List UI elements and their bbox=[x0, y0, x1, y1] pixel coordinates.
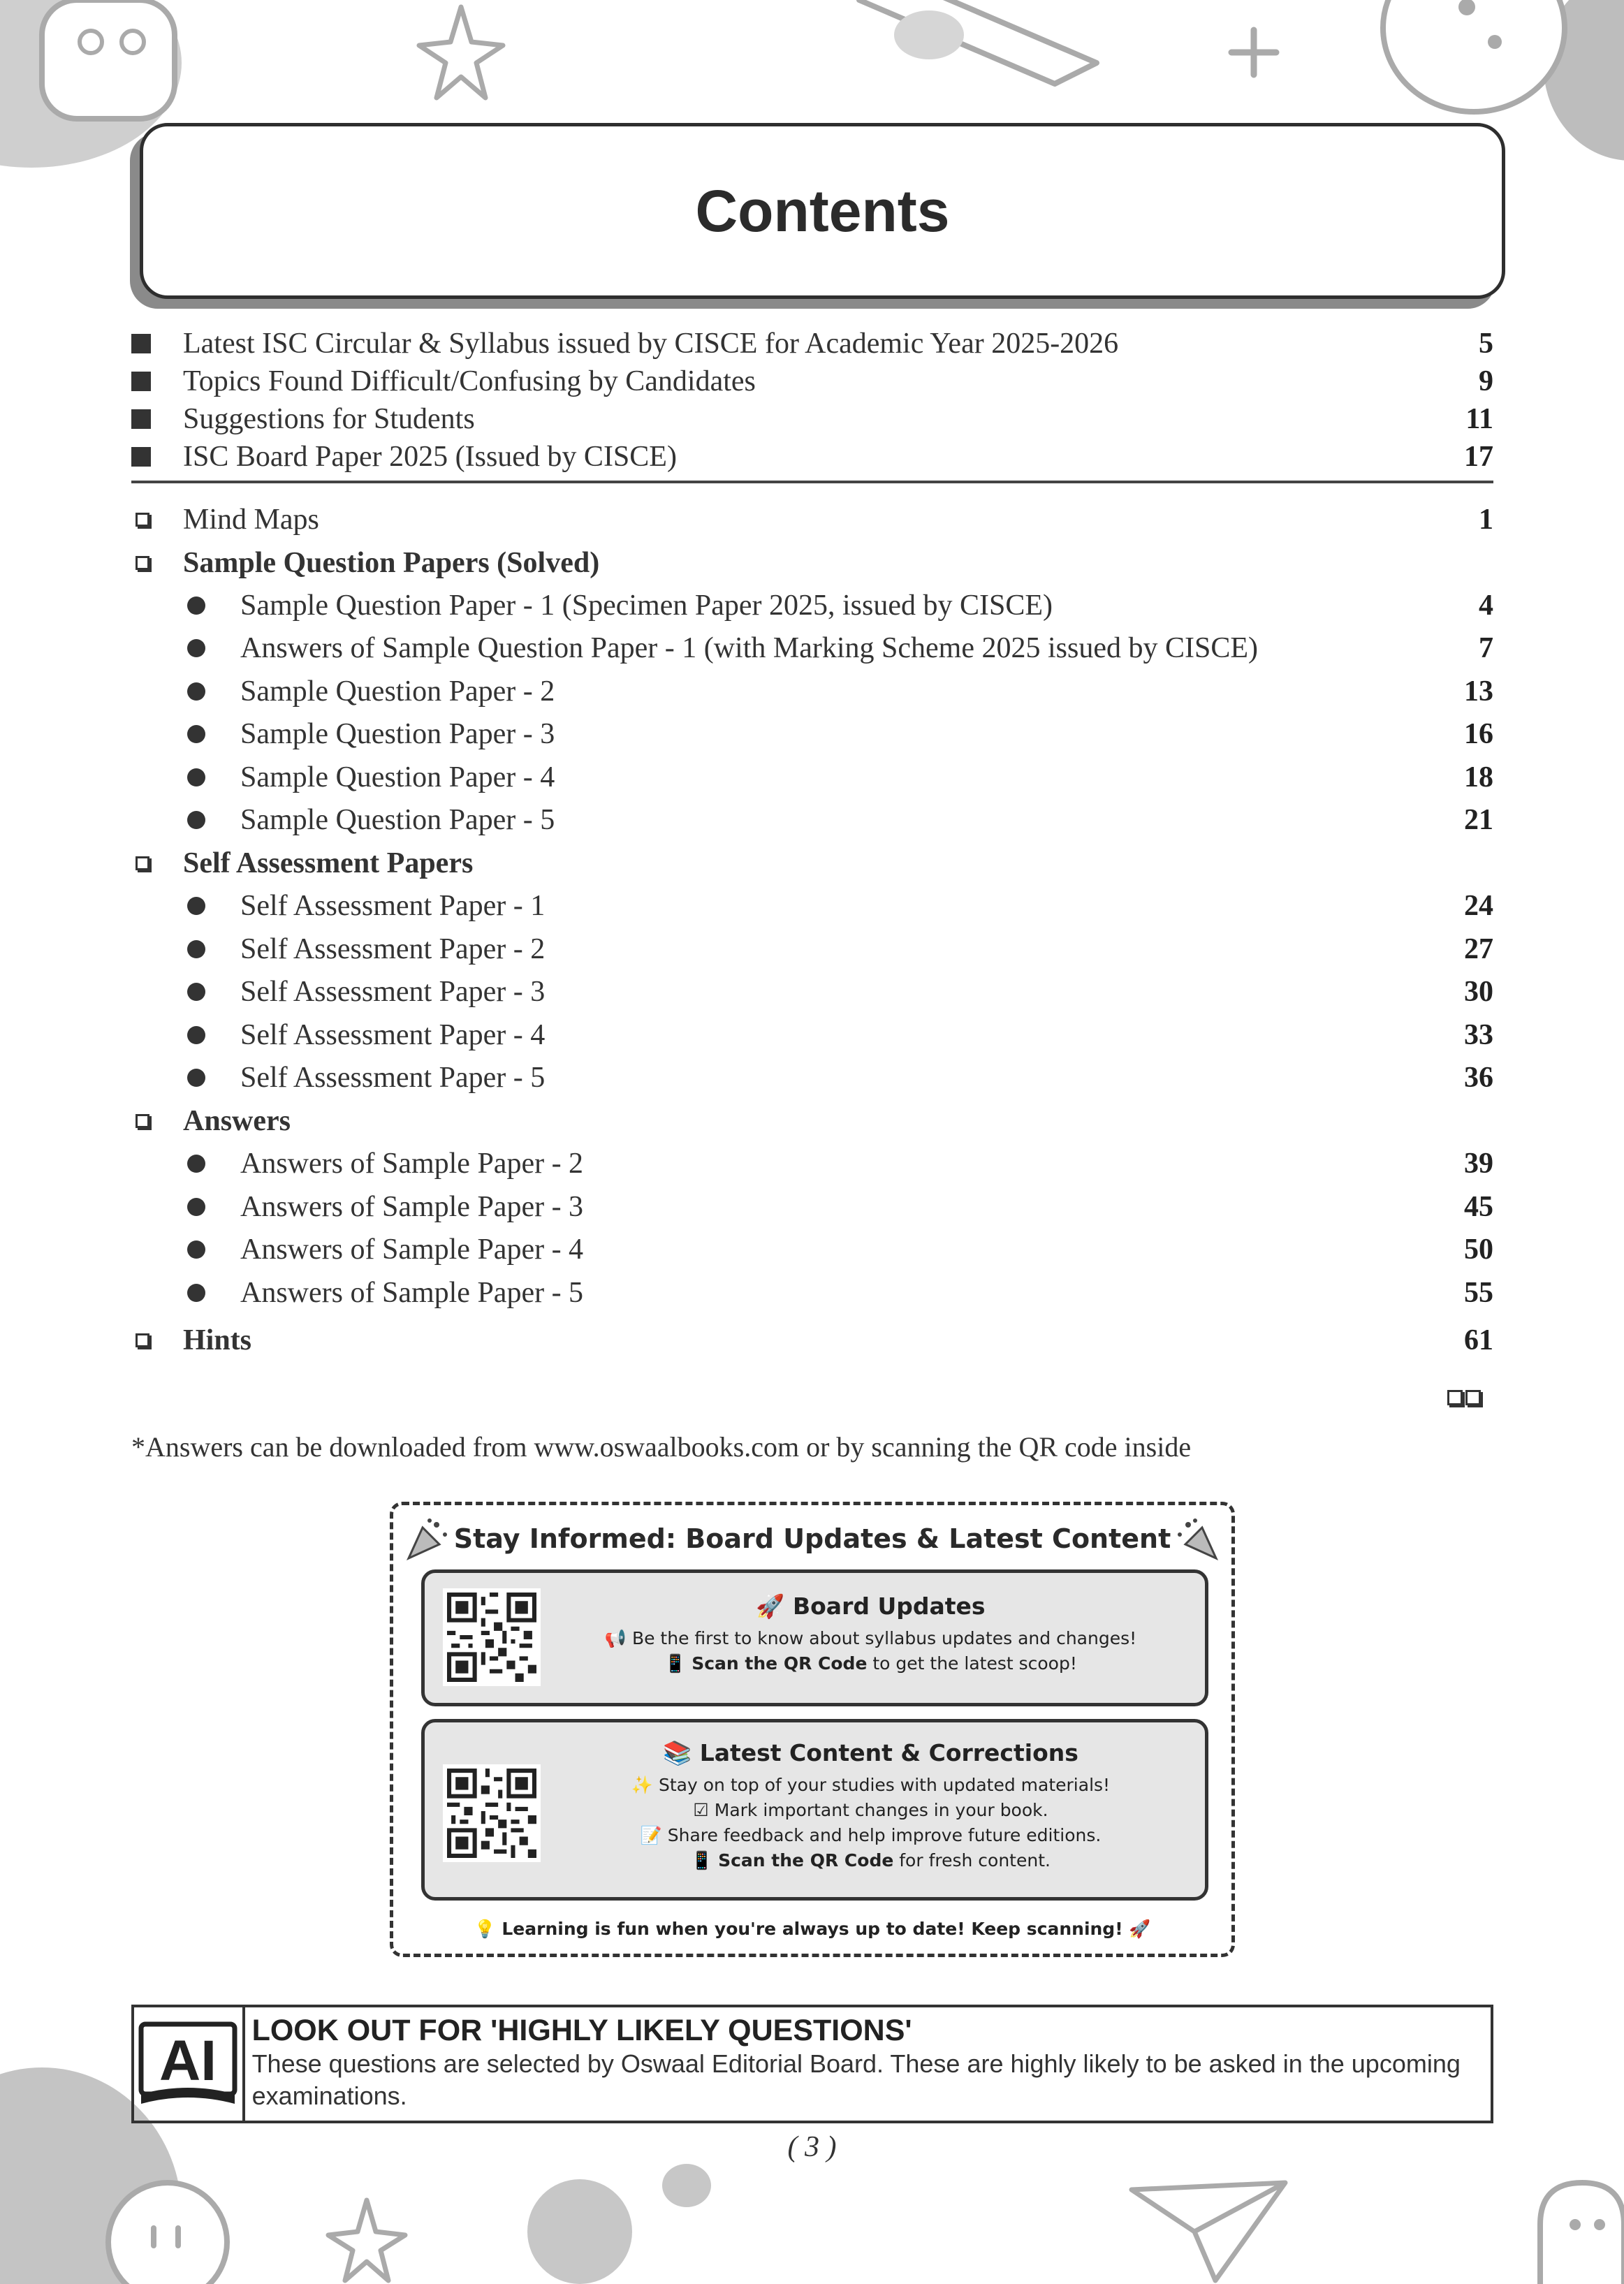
decor-circle-bottom bbox=[527, 2179, 632, 2284]
round-bullet-icon bbox=[187, 897, 205, 915]
round-bullet-icon bbox=[187, 1240, 205, 1259]
toc-page: 1 bbox=[1479, 504, 1493, 536]
toc-label: Self Assessment Paper - 2 bbox=[240, 933, 546, 965]
round-bullet-icon bbox=[187, 725, 205, 743]
round-bullet-icon bbox=[187, 1198, 205, 1216]
toc-label: Sample Question Paper - 1 (Specimen Paper 2025, issued by CISCE) bbox=[240, 590, 1053, 622]
latest-content-qr-code[interactable] bbox=[443, 1764, 541, 1862]
board-updates-line: 📱 Scan the QR Code to get the latest scoop! bbox=[664, 1653, 1077, 1674]
toc-item[interactable] bbox=[131, 1276, 1493, 1310]
svg-text:AI: AI bbox=[159, 2029, 217, 2093]
toc-label: Self Assessment Paper - 3 bbox=[240, 976, 546, 1008]
round-bullet-icon bbox=[187, 1069, 205, 1087]
toc-page: 7 bbox=[1479, 632, 1493, 664]
toc-label: Sample Question Paper - 3 bbox=[240, 718, 555, 750]
sparkles-icon: ✨ bbox=[631, 1775, 659, 1795]
toc-intro-item[interactable] bbox=[131, 327, 1493, 360]
open-square-bullet-icon bbox=[136, 1333, 149, 1347]
latest-content-heading: 📚 Latest Content & Corrections bbox=[663, 1739, 1078, 1766]
toc-label: Answers of Sample Paper - 2 bbox=[240, 1148, 584, 1180]
title-box bbox=[140, 123, 1505, 299]
books-icon: 📚 bbox=[663, 1739, 700, 1766]
pencil-doodle-icon bbox=[845, 0, 1111, 112]
toc-section-answers bbox=[131, 1104, 1493, 1138]
round-bullet-icon bbox=[187, 1284, 205, 1302]
toc-label: Self Assessment Paper - 5 bbox=[240, 1062, 546, 1094]
toc-label: Self Assessment Paper - 4 bbox=[240, 1019, 546, 1051]
toc-page: 13 bbox=[1464, 675, 1493, 708]
toc-section-sample-papers bbox=[131, 546, 1493, 580]
round-bullet-icon bbox=[187, 1155, 205, 1173]
toc-page: 9 bbox=[1479, 365, 1493, 397]
toc-item[interactable] bbox=[131, 589, 1493, 622]
latest-content-line: 📱 Scan the QR Code for fresh content. bbox=[691, 1850, 1051, 1871]
round-bullet-icon bbox=[187, 768, 205, 786]
toc-label: Sample Question Paper - 4 bbox=[240, 761, 555, 793]
answers-download-note: *Answers can be downloaded from www.oswaalbooks.com or by scanning the QR code inside bbox=[131, 1431, 1192, 1463]
board-updates-line: 📢 Be the first to know about syllabus updates and changes! bbox=[604, 1628, 1137, 1648]
toc-label: Sample Question Paper - 5 bbox=[240, 804, 555, 836]
round-bullet-icon bbox=[187, 940, 205, 958]
rocket-icon: 🚀 bbox=[756, 1593, 793, 1620]
backpack-doodle-icon bbox=[14, 0, 224, 133]
toc-section-self-assessment bbox=[131, 847, 1493, 880]
toc-label: Answers of Sample Question Paper - 1 (with Marking Scheme 2025 issued by CISCE) bbox=[240, 632, 1258, 664]
toc-item[interactable] bbox=[131, 631, 1493, 665]
face-doodle-icon bbox=[1369, 0, 1579, 126]
highly-likely-heading: LOOK OUT FOR 'HIGHLY LIKELY QUESTIONS' bbox=[251, 2014, 912, 2047]
plus-doodle-icon bbox=[1226, 24, 1282, 80]
stay-informed-box bbox=[390, 1502, 1235, 1957]
toc-intro-item[interactable] bbox=[131, 402, 1493, 436]
page-title: Contents bbox=[695, 177, 950, 244]
phone-icon: 📱 bbox=[664, 1653, 692, 1674]
toc-item[interactable] bbox=[131, 975, 1493, 1009]
toc-section-label: Hints bbox=[183, 1324, 252, 1356]
toc-section-label: Self Assessment Papers bbox=[183, 847, 474, 879]
board-updates-qr-code[interactable] bbox=[443, 1588, 541, 1686]
latest-content-line: 📝 Share feedback and help improve future editions. bbox=[640, 1825, 1102, 1845]
phone-icon: 📱 bbox=[691, 1850, 719, 1871]
toc-label: Self Assessment Paper - 1 bbox=[240, 890, 546, 922]
toc-label: Sample Question Paper - 2 bbox=[240, 675, 555, 708]
toc-page: 39 bbox=[1464, 1148, 1493, 1180]
toc-label: Latest ISC Circular & Syllabus issued by CISCE for Academic Year 2025-2026 bbox=[183, 328, 1119, 360]
toc-item[interactable] bbox=[131, 932, 1493, 966]
toc-page: 61 bbox=[1464, 1324, 1493, 1356]
toc-page: 30 bbox=[1464, 976, 1493, 1008]
board-updates-panel bbox=[421, 1569, 1208, 1706]
star-doodle-bottom-icon bbox=[321, 2193, 412, 2284]
toc-page: 33 bbox=[1464, 1019, 1493, 1051]
filled-square-bullet-icon bbox=[131, 334, 151, 353]
latest-content-line: ☑ Mark important changes in your book. bbox=[693, 1800, 1048, 1820]
toc-item[interactable] bbox=[131, 1233, 1493, 1266]
round-bullet-icon bbox=[187, 682, 205, 701]
toc-section-label: Answers bbox=[183, 1105, 291, 1137]
highly-likely-questions-box bbox=[131, 2005, 1493, 2123]
ai-book-icon bbox=[136, 2019, 240, 2109]
round-bullet-icon bbox=[187, 1026, 205, 1044]
toc-item[interactable] bbox=[131, 761, 1493, 794]
page-number: ( 3 ) bbox=[787, 2131, 837, 2163]
filled-square-bullet-icon bbox=[131, 372, 151, 391]
toc-item[interactable] bbox=[131, 1061, 1493, 1095]
toc-section-mind-maps[interactable] bbox=[131, 503, 1493, 536]
toc-item[interactable] bbox=[131, 717, 1493, 751]
toc-label: Mind Maps bbox=[183, 504, 319, 536]
latest-content-panel bbox=[421, 1719, 1208, 1901]
latest-content-line: ✨ Stay on top of your studies with updated materials! bbox=[631, 1775, 1111, 1795]
toc-intro-item[interactable] bbox=[131, 365, 1493, 398]
open-square-bullet-icon bbox=[136, 513, 149, 527]
toc-item[interactable] bbox=[131, 889, 1493, 923]
end-of-contents-marks-icon bbox=[1447, 1390, 1481, 1405]
party-popper-icon bbox=[1173, 1515, 1222, 1564]
toc-label: Suggestions for Students bbox=[183, 403, 475, 435]
toc-section-label: Sample Question Papers (Solved) bbox=[183, 547, 600, 579]
stay-informed-footer: 💡 Learning is fun when you're always up to date! Keep scanning! 🚀 bbox=[474, 1919, 1151, 1939]
toc-page: 11 bbox=[1465, 403, 1493, 435]
toc-page: 17 bbox=[1464, 441, 1493, 473]
filled-square-bullet-icon bbox=[131, 409, 151, 429]
star-doodle-icon bbox=[412, 0, 510, 105]
toc-page: 21 bbox=[1464, 804, 1493, 836]
round-bullet-icon bbox=[187, 983, 205, 1001]
toc-page: 18 bbox=[1464, 761, 1493, 793]
toc-section-hints[interactable] bbox=[131, 1324, 1493, 1357]
open-square-bullet-icon bbox=[136, 556, 149, 570]
paper-plane-doodle-icon bbox=[1125, 2176, 1292, 2284]
toc-page: 55 bbox=[1464, 1277, 1493, 1309]
open-square-bullet-icon bbox=[136, 1114, 149, 1128]
toc-item[interactable] bbox=[131, 803, 1493, 837]
toc-label: Answers of Sample Paper - 5 bbox=[240, 1277, 584, 1309]
open-square-bullet-icon bbox=[136, 856, 149, 870]
toc-page: 16 bbox=[1464, 718, 1493, 750]
memo-icon: 📝 bbox=[640, 1825, 668, 1845]
toc-divider bbox=[131, 481, 1493, 483]
toc-item[interactable] bbox=[131, 675, 1493, 708]
toc-label: Topics Found Difficult/Confusing by Candidates bbox=[183, 365, 756, 397]
smiley-doodle-icon bbox=[98, 2172, 237, 2284]
toc-page: 36 bbox=[1464, 1062, 1493, 1094]
toc-page: 45 bbox=[1464, 1191, 1493, 1223]
ghost-doodle-icon bbox=[1526, 2176, 1624, 2284]
filled-square-bullet-icon bbox=[131, 447, 151, 467]
rocket-icon: 🚀 bbox=[1122, 1919, 1151, 1939]
round-bullet-icon bbox=[187, 596, 205, 615]
toc-label: Answers of Sample Paper - 3 bbox=[240, 1191, 584, 1223]
decor-dot-bottom bbox=[662, 2164, 711, 2207]
highly-likely-body: These questions are selected by Oswaal Editorial Board. These are highly likely to be asked in the upcoming examinations. bbox=[251, 2049, 1461, 2110]
toc-label: Answers of Sample Paper - 4 bbox=[240, 1233, 584, 1266]
board-updates-heading: 🚀 Board Updates bbox=[756, 1593, 986, 1620]
checkbox-icon: ☑ bbox=[693, 1800, 715, 1820]
lightbulb-icon: 💡 bbox=[474, 1919, 502, 1939]
toc-page: 4 bbox=[1479, 590, 1493, 622]
toc-page: 27 bbox=[1464, 933, 1493, 965]
toc-label: ISC Board Paper 2025 (Issued by CISCE) bbox=[183, 441, 677, 473]
round-bullet-icon bbox=[187, 811, 205, 829]
round-bullet-icon bbox=[187, 639, 205, 657]
toc-item[interactable] bbox=[131, 1018, 1493, 1052]
stay-informed-title: Stay Informed: Board Updates & Latest Content bbox=[453, 1523, 1171, 1554]
toc-item[interactable] bbox=[131, 1147, 1493, 1180]
toc-page: 5 bbox=[1479, 328, 1493, 360]
megaphone-icon: 📢 bbox=[604, 1628, 632, 1648]
toc-item[interactable] bbox=[131, 1190, 1493, 1224]
ai-logo bbox=[134, 2007, 245, 2121]
toc-page: 50 bbox=[1464, 1233, 1493, 1266]
toc-intro-item[interactable] bbox=[131, 440, 1493, 474]
toc-page: 24 bbox=[1464, 890, 1493, 922]
